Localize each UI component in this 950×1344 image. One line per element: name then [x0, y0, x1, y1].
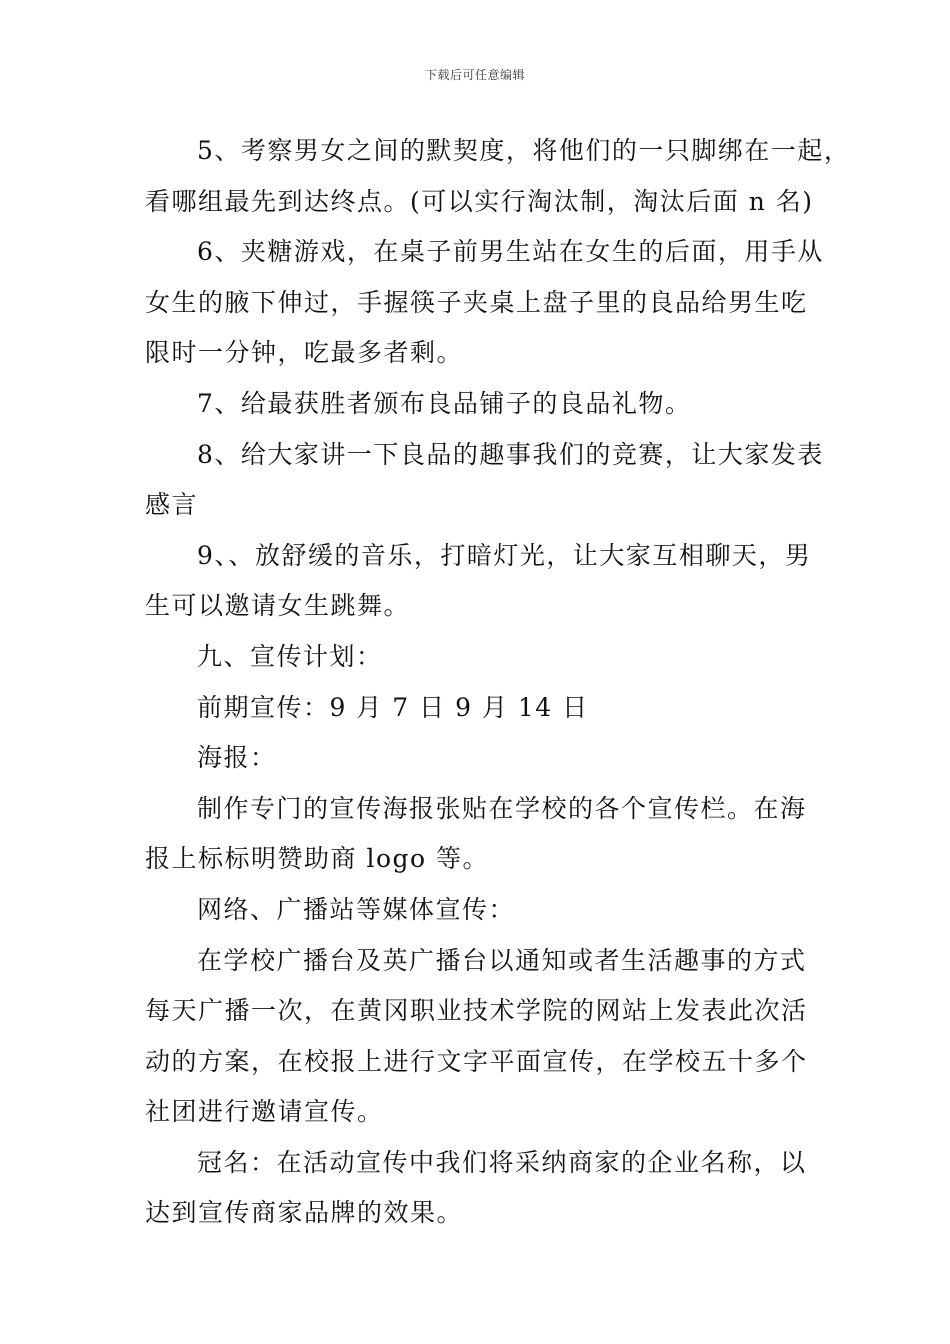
text-line: 达到宣传商家品牌的效果。 — [145, 1198, 464, 1228]
text-line: 5、考察男女之间的默契度，将他们的一只脚绑在一起， — [197, 136, 851, 165]
text-line: 每天广播一次，在黄冈职业技术学院的网站上发表此次活 — [145, 996, 808, 1026]
text-line: 前期宣传：9 月 7 日 9 月 14 日 — [197, 692, 589, 722]
text-line: 在学校广播台及英广播台以通知或者生活趣事的方式 — [197, 945, 807, 975]
text-line: 9、、放舒缓的音乐，打暗灯光，让大家互相聊天，男 — [197, 540, 812, 570]
text-line: 报上标标明赞助商 logo 等。 — [145, 844, 489, 874]
text-line: 女生的腋下伸过，手握筷子夹桌上盘子里的良品给男生吃 — [145, 287, 808, 317]
text-line: 6、夹糖游戏，在桌子前男生站在女生的后面，用手从 — [197, 237, 824, 267]
text-line: 限时一分钟，吃最多者剩。 — [145, 338, 464, 368]
page-header: 下载后可任意编辑 — [424, 68, 525, 82]
section-heading: 九、宣传计划： — [197, 641, 383, 671]
text-line: 看哪组最先到达终点。(可以实行淘汰制，淘汰后面 n 名) — [145, 186, 814, 216]
text-line: 感言 — [145, 490, 199, 520]
text-line: 冠名：在活动宣传中我们将采纳商家的企业名称，以 — [197, 1147, 807, 1177]
text-line: 生可以邀请女生跳舞。 — [145, 591, 411, 621]
text-line: 动的方案，在校报上进行文字平面宣传，在学校五十多个 — [145, 1046, 808, 1076]
text-line: 7、给最获胜者颁布良品铺子的良品礼物。 — [197, 388, 692, 418]
text-line: 8、给大家讲一下良品的趣事我们的竞赛，让大家发表 — [197, 439, 824, 469]
text-line: 制作专门的宣传海报张贴在学校的各个宣传栏。在海 — [197, 793, 807, 823]
document-body — [145, 126, 851, 1239]
text-line: 社团进行邀请宣传。 — [145, 1097, 384, 1127]
text-line: 网络、广播站等媒体宣传： — [197, 894, 516, 924]
text-line: 海报： — [197, 743, 277, 773]
